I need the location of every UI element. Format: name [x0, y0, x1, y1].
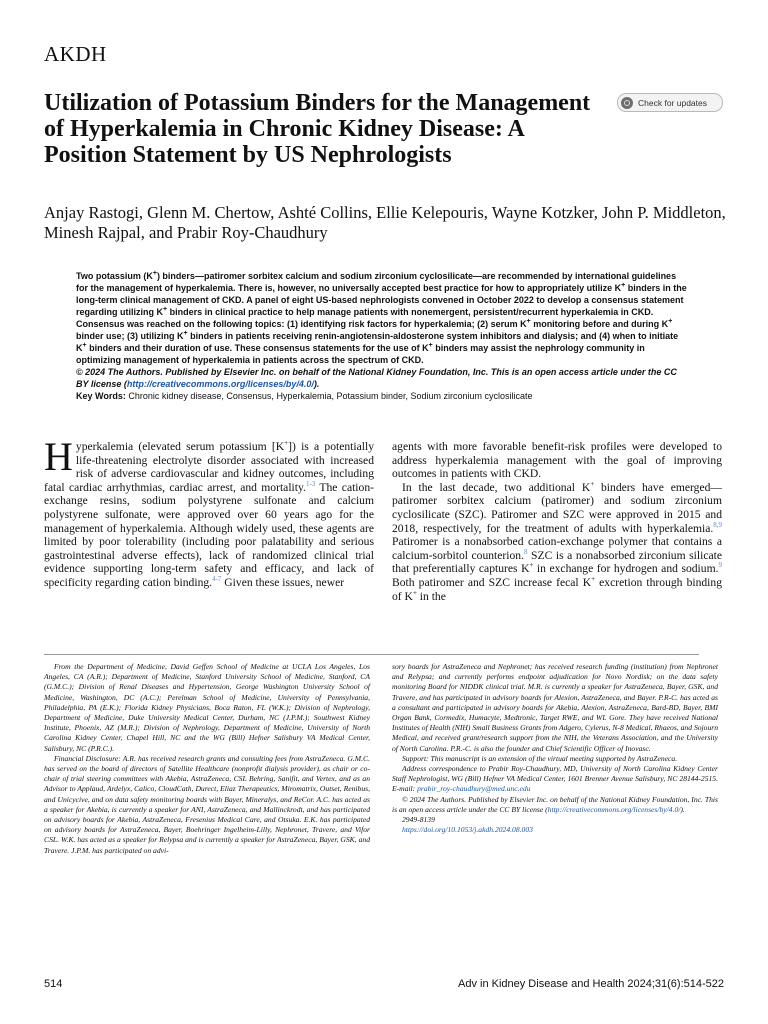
doi [392, 825, 718, 835]
financial-disclosure-continued: sory boards for AstraZeneca and Nephronet; has received research funding (institution) from Nephronet and Relypsa; and currently performs endpoint adjudication for Novo Nordisk; on the data safety monitoring Board for NIDDK clinical trial. M.R. is currently a speaker for AstraZeneca, Bayer, GSK, and Travere, and has participated in advisory boards for Alexion, AstraZeneca, and Bayer. P.R-C. has acted as a consultant and participated in advisory boards for Akebia, Alexion, AstraZeneca, Bard-BD, Bayer, BMI Organ Bank, Cormedix, Humacyte, Medtronic, Target RWE, and WL Gore. They have received National Institutes of Health (NIH) Small Business Grants from Adgero, Cylerus, N-8 Medical, Rhaeos, and Sojourn Medical, and received grant/research support from the NIH, the Veterans Association, and the University of North Carolina. P.R.-C. is also the founder and Chief Scientific Officer of Inovasc. [392, 662, 718, 753]
email-link[interactable]: prabir_roy-chaudhury@med.unc.edu [417, 784, 531, 794]
page-number: 514 [44, 978, 63, 990]
body-paragraph: Hyperkalemia (elevated serum potassium [K+]) is a potentially life-threatening electrolyte disorder associated with increased risk of adverse cardiovascular and kidney outcomes, including fatal cardiac arrhythmias, cardiac arrest, and mortality.$^{1-3}$ The cation-exchange resins, sodium polystyrene sulfonate and calcium polystyrene sulfonate, were approved over 60 years ago for the management of hyperkalemia. Although widely used, these agents are limited by poor tolerability (including poor palatability and serious gastrointestinal adverse effects), lack of randomized clinical trial evidence supporting long-term safety and efficacy, and lack of specificity regarding cation binding.$^{4-7}$ Given these issues, newer [44, 434, 374, 589]
keywords: Key Words: Chronic kidney disease, Consensus, Hyperkalemia, Potassium binder, Sodium zirconium cyclosilicate [76, 391, 533, 401]
footnotes-left [44, 662, 370, 856]
support-note: Support: This manuscript is an extension of the virtual meeting supported by AstraZeneca. [402, 753, 678, 763]
body-column-right [392, 440, 722, 603]
correspondence: Address correspondence to Prabir Roy-Chaudhury, MD, University of North Carolina Kidney Center Staff Nephrologist, WG (Bill) Hefner VA Medical Center, 1601 Brenner Avenue Salisbury, NC 28144-2515. E-mail: prabir_roy-chaudhury@med.unc.edu [392, 764, 718, 794]
footnotes-right [392, 662, 718, 835]
check-for-updates-label: Check for updates [638, 97, 707, 108]
license-link[interactable]: http://creativecommons.org/licenses/by/4.0/ [126, 379, 314, 389]
footnote-divider [44, 654, 699, 655]
body-column-left [44, 434, 374, 590]
affiliations: From the Department of Medicine, David Geffen School of Medicine at UCLA Los Angeles, Los Angeles, CA (A.R.); Department of Medicine, Stanford University School of Medicine, Stanford, CA (G.M.C.); Division of Renal Diseases and Hypertension, George Washington University School of Medicine, Washington, DC (A.C.); Perelman School of Medicine, University of Pennsylvania, Philadelphia, PA (E.K.); Florida Kidney Physicians, Boca Raton, FL (W.K.); Division of Nephrology, Department of Medicine, Duke University Medical Center, Durham, NC (J.P.M.); Southwest Kidney Institute, Phoenix, AZ (M.R.); Division of Nephrology, Department of Medicine, University of North Carolina Kidney Center, Chapel Hill, NC and the WG (Bill) Hefner Salisbury VA Medical Center, Salisbury, NC (P.R.C.). [44, 662, 370, 753]
refresh-icon [621, 97, 633, 109]
check-for-updates-button[interactable] [617, 93, 723, 112]
citation-ref[interactable]: 4-7 [212, 575, 222, 584]
journal-citation: Adv in Kidney Disease and Health 2024;31(6):514-522 [457, 978, 724, 990]
abstract-text: Two potassium (K+) binders—patiromer sorbitex calcium and sodium zirconium cyclosilicate—are recommended by international guidelines for the management of hyperkalemia. There is, however, no universally accepted best practice for how to appropriately utilize K+ binders in the long-term clinical management of CKD. A panel of eight US-based nephrologists convened in October 2022 to develop a consensus statement regarding utilizing K+ binders in clinical practice to help manage patients with nonemergent, persistent/recurrent hyperkalemia in CKD. Consensus was reached on the following topics: (1) identifying risk factors for hyperkalemia; (2) serum K+ monitoring before and during K+ binder use; (3) utilizing K+ binders in patients receiving renin-angiotensin-aldosterone system inhibitors and dialysis; and (4) when to initiate K+ binders and their duration of use. These consensus statements for the use of K+ binders may assist the nephrology community in optimizing management of hyperkalemia in patients across the spectrum of CKD. [76, 270, 687, 365]
copyright: © 2024 The Authors. Published by Elsevier Inc. on behalf of the National Kidney Foundation, Inc. This is an open access article under the CC BY license (http://creativecommons.org/licenses/by/4.0/). [392, 794, 718, 814]
issn: 2949-8139 [402, 815, 435, 825]
doi-link[interactable]: https://doi.org/10.1053/j.akdh.2024.08.003 [402, 825, 533, 835]
journal-tag: AKDH [44, 42, 107, 66]
article-title: Utilization of Potassium Binders for the Management of Hyperkalemia in Chronic Kidney Disease: A Position Statement by US Nephrologists [44, 90, 591, 168]
author-list: Anjay Rastogi, Glenn M. Chertow, Ashté Collins, Ellie Kelepouris, Wayne Kotzker, John P. Middleton, Minesh Rajpal, and Prabir Roy-Chaudhury [44, 203, 726, 242]
body-paragraph: agents with more favorable benefit-risk profiles were developed to address hyperkalemia management with the goal of improving outcomes in patients with CKD. [392, 440, 722, 481]
citation-ref[interactable]: 8,9 [713, 520, 722, 529]
citation-ref[interactable]: 9 [718, 561, 722, 570]
license-link[interactable]: http://creativecommons.org/licenses/by/4.0/ [547, 804, 681, 814]
citation-ref[interactable]: 1-3 [305, 479, 316, 488]
citation-ref[interactable]: 8 [524, 547, 528, 556]
abstract [76, 270, 690, 402]
body-paragraph: In the last decade, two additional K+ binders have emerged—patiromer sorbitex calcium (patiromer) and sodium zirconium cyclosilicate (SZC). Patiromer and SZC were approved in 2015 and 2018, respectively, for the treatment of adults with hyperkalemia.$^{8,9}$ Patiromer is a nonabsorbed cation-exchange polymer that contains a calcium-sorbitol counterion.$^8$ SZC is a nonabsorbed zirconium silicate that preferentially captures K+ in exchange for hydrogen and sodium.$^9$ Both patiromer and SZC increase fecal K+ excretion through binding of K+ in the [392, 479, 723, 603]
financial-disclosure: Financial Disclosure: A.R. has received research grants and consulting fees from AstraZeneca. G.M.C. has served on the board of directors of Satellite Healthcare (nonprofit dialysis provider), as chair or co-chair of trial steering committees with Akebia, AstraZeneca, CSL Behring, Sanifit, and Vertex, and as an Advisor to Applaud, Ardelyx, Calico, CloudCath, Durect, Eliaz Therapeutics, Miromatrix, Outset, Renibus, and Unicycive, and on data safety monitoring boards with Bayer, Mineralys, and ReCor. A.C. has acted as a speaker for Akebia, is currently a speaker for ANI, AstraZeneca, and Mallinckrodt, and has participated on advisory boards for Akebia, AstraZeneca, Fresenius Medical Care, and Otsuka. E.K. has participated on advisory boards for AstraZeneca, Bayer, Boehringer Ingelheim-Lilly, Nephronet, Travere, and Vifor CSL. W.K. has acted as a speaker for Relypsa and is currently a speaker for AstraZeneca, Bayer, GSK, and Travere. J.P.M. has participated on advi- [44, 753, 370, 855]
drop-cap: H [44, 434, 73, 479]
abstract-license: © 2024 The Authors. Published by Elsevier Inc. on behalf of the National Kidney Foundation, Inc. This is an open access article under the CC BY license (http://creativecommons.org/licenses/by/4.0/). [76, 367, 677, 389]
